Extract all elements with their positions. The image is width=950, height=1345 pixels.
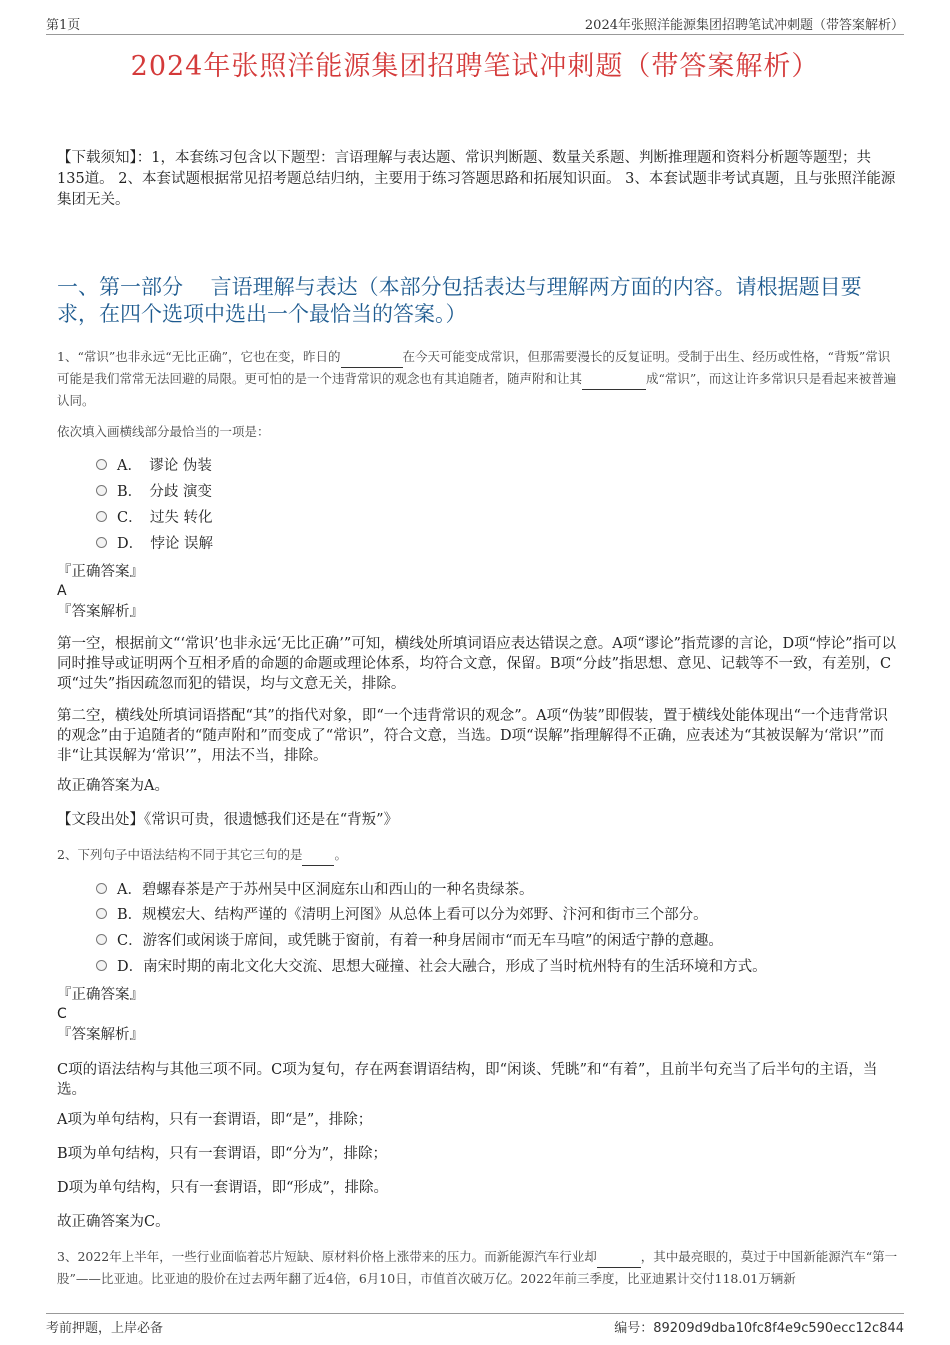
radio-icon[interactable] — [96, 934, 107, 945]
q2-analysis-para-d: D项为单句结构，只有一套谓语，即“形成”，排除。 — [57, 1180, 388, 1196]
radio-icon[interactable] — [96, 908, 107, 919]
q2-option-a[interactable]: A．碧螺春茶是产于苏州吴中区洞庭东山和西山的一种名贵绿茶。 — [96, 880, 533, 900]
q1-option-a[interactable]: A． 谬论 伪装 — [96, 456, 212, 476]
q2-option-d[interactable]: D．南宋时期的南北文化大交流、思想大碰撞、社会大融合，形成了当时杭州特有的生活环境和方式。 — [96, 957, 767, 977]
question-3-stem: 3、2022年上半年，一些行业面临着芯片短缺、原材料价格上涨带来的压力。而新能源汽车行业却 ，其中最亮眼的，莫过于中国新能源汽车“第一股”——比亚迪。比亚迪的股价在过去两年翻了近4倍，6月10日，市值首次破万亿。2022年前三季度，比亚迪累计交付118.01万辆新 — [57, 1246, 902, 1289]
page-footer — [46, 1313, 904, 1334]
q1-option-d[interactable]: D． 悖论 误解 — [96, 534, 213, 554]
download-notice: 【下载须知】：1，本套练习包含以下题型：言语理解与表达题、常识判断题、数量关系题、判断推理题和资料分析题等题型；共135道。 2、本套试题根据常见招考题总结归纳，主要用于练习答题思路和拓展知识面。 3、本套试题非考试真题，且与张照洋能源集团无关。 — [57, 150, 896, 208]
question-1-instruction: 依次填入画横线部分最恰当的一项是： — [57, 424, 270, 439]
q2-answer: C — [57, 1006, 67, 1022]
radio-icon[interactable] — [96, 485, 107, 496]
q2-analysis-label: 『答案解析』 — [57, 1027, 144, 1043]
q1-analysis-label: 『答案解析』 — [57, 604, 144, 620]
q2-analysis-conclusion: 故正确答案为C。 — [57, 1214, 170, 1230]
q1-option-c[interactable]: C． 过失 转化 — [96, 508, 212, 528]
q1-option-b[interactable]: B． 分歧 演变 — [96, 482, 212, 502]
radio-icon[interactable] — [96, 537, 107, 548]
page-number: 第1页 — [46, 18, 81, 33]
question-1-stem: 1、“常识”也非永远“无比正确”，它也在变，昨日的 在今天可能变成常识，但那需要漫长的反复证明。受制于出生、经历或性格，“背叛”常识可能是我们常常无法回避的局限。更可怕的是一个违背常识的观念也有其追随者，随声附和让其 成“常识”，而这让许多常识只是看起来被普遍认同。 — [57, 346, 902, 411]
question-2-stem: 2、下列句子中语法结构不同于其它三句的是 。 — [57, 844, 902, 866]
q2-analysis-para-a: A项为单句结构，只有一套谓语，即“是”，排除； — [57, 1112, 373, 1128]
q1-correct-label: 『正确答案』 — [57, 564, 144, 580]
document-title: 2024年张照洋能源集团招聘笔试冲刺题（带答案解析） — [130, 51, 820, 82]
q1-analysis-para-2: 第二空，横线处所填词语搭配“其”的指代对象，即“一个违背常识的观念”。A项“伪装”即假装，置于横线处能体现出“一个违背常识的观念”由于追随者的“随声附和”而变成了“常识”，符合文意，当选。D项“误解”指理解得不正确，应表述为“其被误解为‘常识’”而非“让其误解为‘常识’”，用法不当，排除。 — [57, 708, 888, 764]
radio-icon[interactable] — [96, 459, 107, 470]
header-doc-title: 2024年张照洋能源集团招聘笔试冲刺题（带答案解析） — [584, 18, 904, 33]
q2-correct-label: 『正确答案』 — [57, 987, 144, 1003]
radio-icon[interactable] — [96, 960, 107, 971]
footer-slogan: 考前押题，上岸必备 — [46, 1321, 164, 1336]
q2-option-b[interactable]: B．规模宏大、结构严谨的《清明上河图》从总体上看可以分为郊野、汴河和街市三个部分。 — [96, 905, 708, 925]
section-title: 一、第一部分 言语理解与表达（本部分包括表达与理解两方面的内容。请根据题目要求，在四个选项中选出一个最恰当的答案。） — [57, 275, 862, 326]
radio-icon[interactable] — [96, 883, 107, 894]
q1-source: 【文段出处】《常识可贵，很遗憾我们还是在“背叛”》 — [57, 812, 399, 828]
q2-option-c[interactable]: C．游客们或闲谈于席间，或凭眺于窗前，有着一种身居闹市“而无车马喧”的闲适宁静的意趣。 — [96, 931, 723, 951]
radio-icon[interactable] — [96, 511, 107, 522]
q1-analysis-para-1: 第一空，根据前文“‘常识’也非永远‘无比正确’”可知，横线处所填词语应表达错误之意。A项“谬论”指荒谬的言论，D项“悖论”指可以同时推导或证明两个互相矛盾的命题的命题或理论体系，均符合文意，保留。B项“分歧”指思想、意见、记载等不一致，有差别，C项“过失”指因疏忽而犯的错误，均与文意无关，排除。 — [57, 636, 897, 692]
q1-answer: A — [57, 583, 67, 599]
footer-code: 编号：89209d9dba10fc8f4e9c590ecc12c844 — [614, 1321, 904, 1336]
q2-analysis-para-b: B项为单句结构，只有一套谓语，即“分为”，排除； — [57, 1146, 387, 1162]
q2-analysis-para-1: C项的语法结构与其他三项不同。C项为复句，存在两套谓语结构，即“闲谈、凭眺”和“有着”，且前半句充当了后半句的主语，当选。 — [57, 1062, 878, 1098]
page-header — [46, 14, 904, 35]
q1-analysis-conclusion: 故正确答案为A。 — [57, 778, 169, 794]
